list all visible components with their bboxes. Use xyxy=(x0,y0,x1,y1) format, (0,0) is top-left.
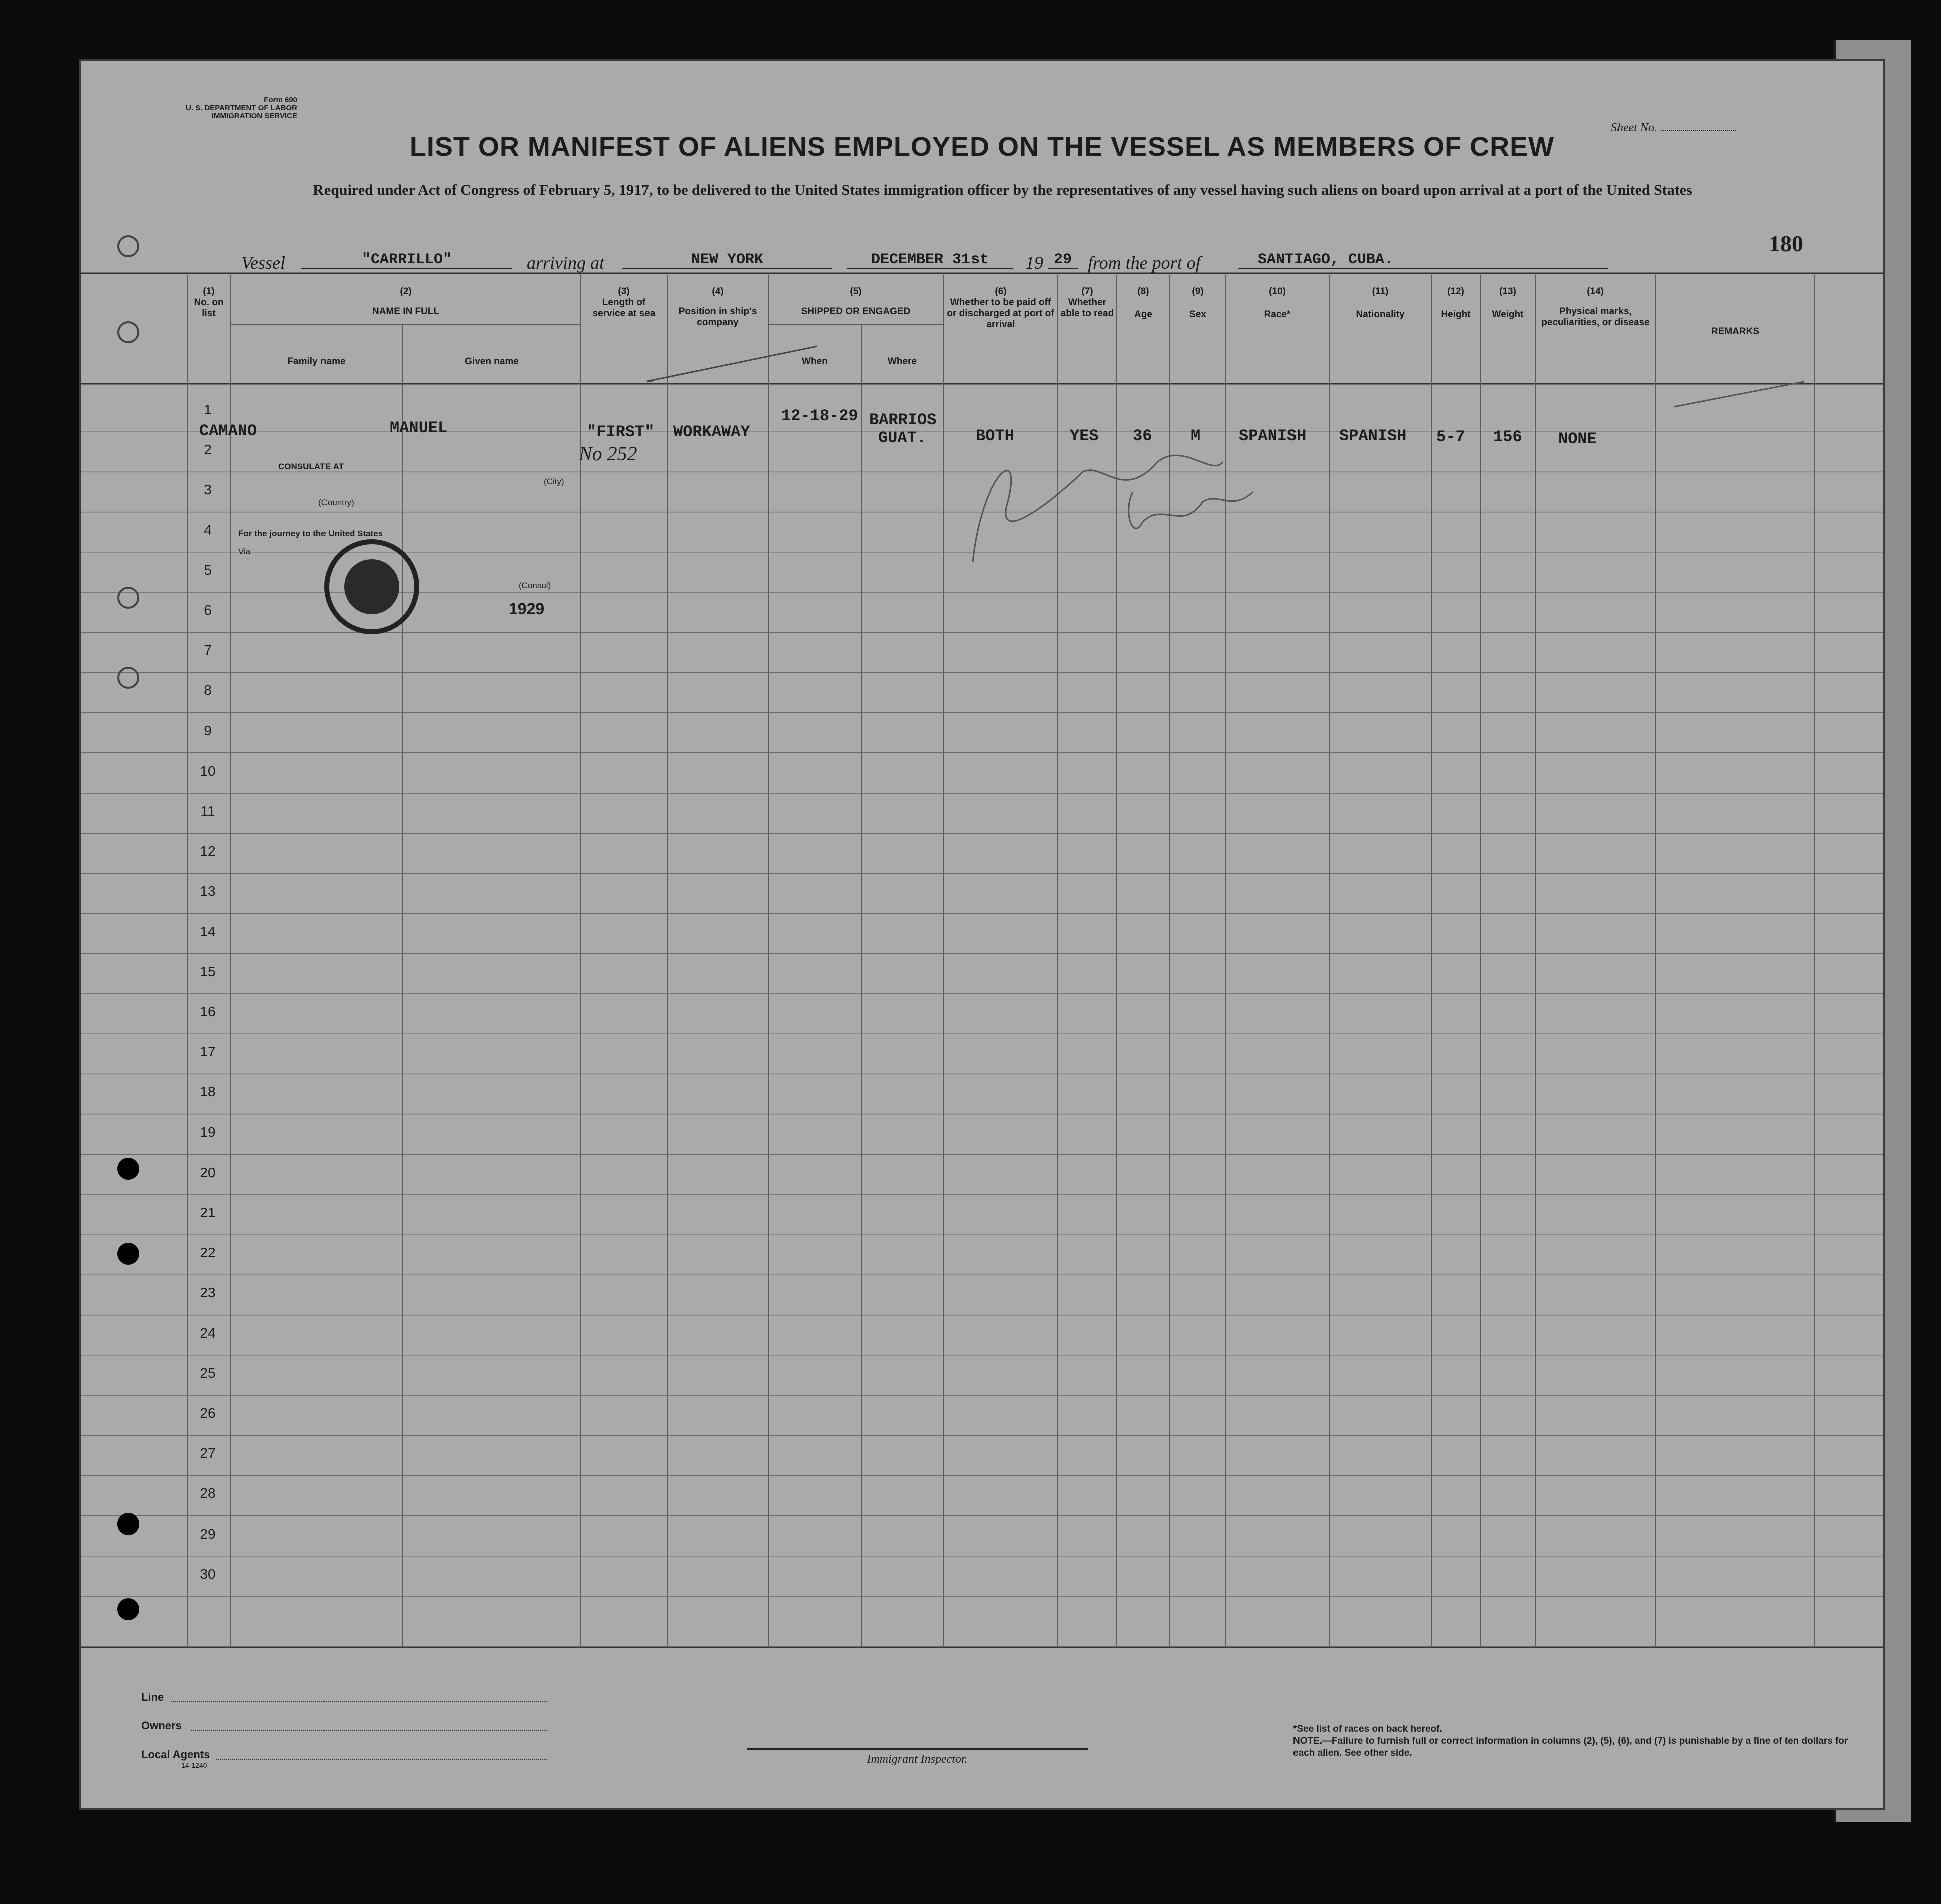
stamp-via: Via xyxy=(238,547,251,556)
row-number: 29 xyxy=(200,1526,216,1542)
row-number: 14 xyxy=(200,923,216,939)
col-header-height xyxy=(1431,286,1480,320)
col-num-9: (9) xyxy=(1192,286,1204,297)
stamp-number: No 252 xyxy=(579,442,637,465)
col-header-paid-off xyxy=(946,286,1055,330)
department-name: U. S. DEPARTMENT OF LABOR xyxy=(185,104,297,112)
stamp-consul: (Consul) xyxy=(519,581,551,590)
col-label-no-on-list: No. on list xyxy=(194,297,224,319)
col-num-3: (3) xyxy=(618,286,630,297)
row-number: 18 xyxy=(200,1084,216,1100)
col-label-able-to-read: Whether able to read xyxy=(1060,297,1114,319)
arrival-port: NEW YORK xyxy=(622,251,832,269)
row-number: 2 xyxy=(204,442,212,458)
arriving-label: arriving at xyxy=(527,253,605,273)
row-number: 15 xyxy=(200,963,216,979)
footer-owners-label: Owners xyxy=(141,1719,182,1732)
col-header-name xyxy=(230,286,581,317)
entry-length-of-service: "FIRST" xyxy=(587,423,655,441)
page-subtitle: Required under Act of Congress of February 5, 1917, to be delivered to the United States immigration officer by the representatives of any vessel having such aliens on board upon arrival at a port of the United States xyxy=(313,182,1692,198)
row-number: 12 xyxy=(200,843,216,859)
row-number: 13 xyxy=(200,883,216,899)
col-label-height: Height xyxy=(1441,309,1471,320)
row-number: 27 xyxy=(200,1445,216,1461)
punch-hole xyxy=(117,667,139,689)
footer-owners-blank xyxy=(191,1730,547,1731)
row-number: 17 xyxy=(200,1044,216,1060)
footer-agents-label: Local Agents xyxy=(141,1748,210,1761)
col-num-12: (12) xyxy=(1447,286,1464,297)
punch-hole xyxy=(117,1598,139,1620)
punch-hole xyxy=(117,1158,139,1180)
manifest-sheet xyxy=(79,59,1885,1810)
row-number: 6 xyxy=(204,602,212,618)
row-number: 30 xyxy=(200,1566,216,1582)
row-number: 28 xyxy=(200,1485,216,1501)
col-num-4: (4) xyxy=(712,286,724,297)
col-label-length-of-service: Length of service at sea xyxy=(592,297,656,319)
col-num-8: (8) xyxy=(1137,286,1149,297)
col-header-family-name: Family name xyxy=(287,356,346,367)
footer-agents-blank xyxy=(216,1759,547,1760)
row-number: 23 xyxy=(200,1285,216,1301)
row-number: 7 xyxy=(204,642,212,658)
col-header-where: Where xyxy=(887,356,917,367)
col-label-physical-marks: Physical marks, peculiarities, or disease xyxy=(1541,306,1650,328)
row-number: 9 xyxy=(204,722,212,738)
col-header-read xyxy=(1058,286,1117,319)
row-number: 26 xyxy=(200,1405,216,1421)
entry-shipped-where-2: GUAT. xyxy=(878,429,927,447)
row-number: 19 xyxy=(200,1124,216,1140)
row-number: 4 xyxy=(204,522,212,538)
col-num-5: (5) xyxy=(850,286,862,297)
row-number: 10 xyxy=(200,763,216,779)
col-num-13: (13) xyxy=(1499,286,1516,297)
row-number: 11 xyxy=(200,803,215,819)
stamp-consulate-at: CONSULATE AT xyxy=(278,462,344,471)
col-num-2: (2) xyxy=(400,286,412,297)
entry-shipped-where-1: BARRIOS xyxy=(869,411,937,429)
service-name: IMMIGRATION SERVICE xyxy=(211,112,297,120)
col-header-shipped xyxy=(768,286,943,317)
entry-race: SPANISH xyxy=(1239,427,1307,445)
col-num-14: (14) xyxy=(1587,286,1604,297)
row-number: 24 xyxy=(200,1325,216,1341)
col-header-sex xyxy=(1170,286,1226,320)
footer-notes xyxy=(1293,1723,1859,1759)
row-number: 22 xyxy=(200,1245,216,1261)
entry-height: 5-7 xyxy=(1436,428,1465,446)
col-label-name-in-full: NAME IN FULL xyxy=(372,306,440,317)
page-number: 180 xyxy=(1769,231,1803,256)
year-suffix: 29 xyxy=(1048,251,1078,269)
col-num-11: (11) xyxy=(1372,286,1389,297)
punch-hole xyxy=(117,1513,139,1535)
vessel-name: "CARRILLO" xyxy=(301,251,512,269)
year-prefix: 19 xyxy=(1025,253,1043,273)
footer-form-code: 14-1240 xyxy=(181,1761,207,1769)
entry-physical-marks: NONE xyxy=(1558,430,1597,448)
punch-hole xyxy=(117,587,139,609)
entry-position: WORKAWAY xyxy=(673,423,750,441)
inspector-signature-line: Immigrant Inspector. xyxy=(747,1748,1088,1766)
entry-given-name: MANUEL xyxy=(390,419,448,437)
col-header-physical-marks xyxy=(1538,286,1653,328)
note-penalty: NOTE.—Failure to furnish full or correct information in columns (2), (5), (6), and (7) is punishable by a fine of ten dollars for each alien. See other side. xyxy=(1293,1736,1848,1758)
col-label-sex: Sex xyxy=(1189,309,1206,320)
col-header-when: When xyxy=(802,356,828,367)
col-header-position xyxy=(672,286,763,328)
note-races: *See list of races on back hereof. xyxy=(1293,1724,1442,1734)
row-number: 16 xyxy=(200,1004,216,1019)
col-label-age: Age xyxy=(1134,309,1152,320)
row-number: 25 xyxy=(200,1365,216,1381)
col-num-10: (10) xyxy=(1269,286,1286,297)
entry-weight: 156 xyxy=(1493,428,1522,446)
sheet-number-label: Sheet No. xyxy=(1611,121,1657,134)
entry-family-name: CAMANO xyxy=(199,422,257,440)
entry-sex: M xyxy=(1191,427,1201,445)
entry-paid-off: BOTH xyxy=(976,427,1014,445)
col-label-shipped-or-engaged: SHIPPED OR ENGAGED xyxy=(801,306,911,317)
col-header-given-name: Given name xyxy=(465,356,519,367)
col-label-race: Race* xyxy=(1264,309,1291,320)
punch-hole xyxy=(117,1243,139,1265)
col-num-1: (1) xyxy=(203,286,215,297)
entry-nationality: SPANISH xyxy=(1339,427,1407,445)
col-label-paid-off: Whether to be paid off or discharged at port of arrival xyxy=(947,297,1054,330)
col-header-remarks: REMARKS xyxy=(1711,326,1760,337)
punch-hole xyxy=(117,235,139,257)
stamp-city: (City) xyxy=(544,477,564,486)
stamp-country: (Country) xyxy=(318,498,354,507)
footer-line-blank xyxy=(171,1701,547,1702)
stamp-journey: For the journey to the United States xyxy=(238,529,383,538)
col-header-age xyxy=(1117,286,1170,320)
col-label-nationality: Nationality xyxy=(1356,309,1405,320)
row-number: 1 xyxy=(204,402,212,417)
col-label-weight: Weight xyxy=(1492,309,1524,320)
row-number: 21 xyxy=(200,1205,216,1220)
col-label-position: Position in ship's company xyxy=(678,306,757,328)
row-number: 3 xyxy=(204,482,212,498)
col-num-7: (7) xyxy=(1081,286,1093,297)
footer-line-label: Line xyxy=(141,1691,164,1703)
form-number: Form 690 xyxy=(264,96,297,104)
vessel-label: Vessel xyxy=(241,253,285,273)
punch-hole xyxy=(117,321,139,343)
row-number: 8 xyxy=(204,682,212,698)
departure-port: SANTIAGO, CUBA. xyxy=(1238,251,1608,269)
page-title: LIST OR MANIFEST OF ALIENS EMPLOYED ON THE VESSEL AS MEMBERS OF CREW xyxy=(409,132,1555,162)
row-number: 20 xyxy=(200,1164,216,1180)
row-number: 5 xyxy=(204,562,212,578)
col-num-6: (6) xyxy=(995,286,1007,297)
entry-age: 36 xyxy=(1133,427,1152,445)
consulate-stamp xyxy=(238,442,669,722)
arrival-date: DECEMBER 31st xyxy=(847,251,1013,269)
from-port-label: from the port of xyxy=(1088,253,1201,273)
col-header-weight xyxy=(1480,286,1535,320)
stamp-year: 1929 xyxy=(509,600,545,618)
col-header-race xyxy=(1226,286,1329,320)
col-header-no xyxy=(187,286,230,319)
col-header-nationality xyxy=(1329,286,1431,320)
col-header-service xyxy=(586,286,662,319)
entry-shipped-when: 12-18-29 xyxy=(781,407,858,425)
entry-able-to-read: YES xyxy=(1070,427,1099,445)
